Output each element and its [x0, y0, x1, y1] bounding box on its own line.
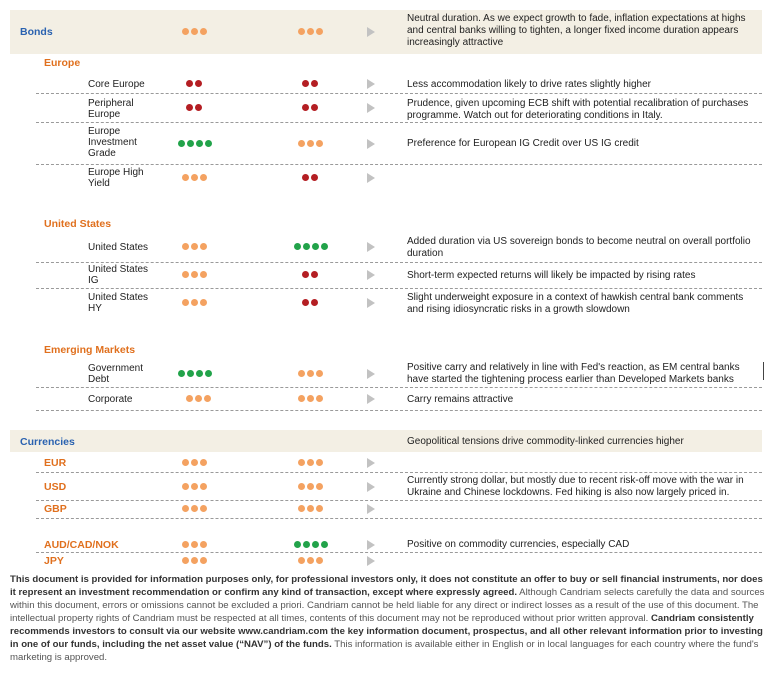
rating-dot [195, 395, 202, 402]
rating-dot [182, 271, 189, 278]
rating-dots [186, 395, 211, 402]
triangle-right-icon [367, 394, 375, 404]
rating-dots [182, 174, 207, 181]
row-separator [36, 552, 762, 553]
rating-dot [186, 80, 193, 87]
triangle-right-icon [367, 173, 375, 183]
rating-dots [294, 243, 328, 250]
rating-dot [307, 28, 314, 35]
rating-dots [178, 370, 212, 377]
row-comment: Prudence, given upcoming ECB shift with potential recalibration of purchases programme. Watch out for deteriorating conditions in Italy. [407, 98, 749, 121]
row-separator [36, 472, 762, 473]
europe-title: Europe [44, 57, 81, 69]
us-title: United States [44, 218, 112, 230]
rating-dot [302, 104, 309, 111]
rating-dot [186, 395, 193, 402]
row-separator [36, 387, 762, 388]
rating-dot [311, 174, 318, 181]
rating-dot [200, 243, 207, 250]
disclaimer-text-2: This information is available either in English or in local languages for each country where the fund's marketing is approved. [10, 639, 759, 663]
rating-dot [321, 243, 328, 250]
rating-dots [302, 271, 318, 278]
rating-dot [316, 28, 323, 35]
rating-dot [302, 174, 309, 181]
rating-dots [182, 557, 207, 564]
rating-dot [204, 395, 211, 402]
rating-dot [182, 174, 189, 181]
rating-dot [307, 505, 314, 512]
rating-dot [298, 370, 305, 377]
rating-dot [182, 505, 189, 512]
disclaimer-bold-1: This document is provided for information purposes only, for professional investors only, it does not constitute an offer to buy or sell financial instruments, nor does it represent an investment recommendation or confirm any kind of transaction, except where expressly agreed. [10, 574, 763, 598]
rating-dots [182, 483, 207, 490]
currencies-comment: Geopolitical tensions drive commodity-linked currencies higher [407, 436, 684, 447]
rating-dot [298, 483, 305, 490]
rating-dot [316, 505, 323, 512]
currency-label: JPY [44, 555, 64, 567]
rating-dot [191, 541, 198, 548]
rating-dot [182, 459, 189, 466]
rating-dot [294, 541, 301, 548]
rating-dot [311, 80, 318, 87]
vertical-line [763, 362, 764, 380]
rating-dot [191, 483, 198, 490]
rating-dots [298, 459, 323, 466]
rating-dot [195, 80, 202, 87]
rating-dot [303, 243, 310, 250]
rating-dot [321, 541, 328, 548]
rating-dot [312, 243, 319, 250]
rating-dot [307, 557, 314, 564]
rating-dot [195, 104, 202, 111]
rating-dot [302, 80, 309, 87]
rating-dot [191, 271, 198, 278]
row-label: Core Europe [88, 79, 145, 90]
row-separator [36, 122, 762, 123]
rating-dots [182, 243, 207, 250]
rating-dots [302, 80, 318, 87]
rating-dot [200, 28, 207, 35]
rating-dot [311, 104, 318, 111]
rating-dot [191, 557, 198, 564]
triangle-right-icon [367, 79, 375, 89]
rating-dot [186, 104, 193, 111]
row-comment: Added duration via US sovereign bonds to become neutral on overall portfolio duration [407, 236, 751, 259]
rating-dots [298, 370, 323, 377]
rating-dot [191, 28, 198, 35]
rating-dots [178, 140, 212, 147]
rating-dots [182, 271, 207, 278]
rating-dots [186, 80, 202, 87]
rating-dots [298, 28, 323, 35]
rating-dot [311, 299, 318, 306]
rating-dots [182, 299, 207, 306]
rating-dot [182, 299, 189, 306]
row-comment: Short-term expected returns will likely be impacted by rising rates [407, 270, 696, 281]
rating-dot [200, 541, 207, 548]
rating-dots [294, 541, 328, 548]
row-separator [36, 164, 762, 165]
rating-dots [186, 104, 202, 111]
rating-dot [205, 370, 212, 377]
rating-dots [302, 174, 318, 181]
row-separator [36, 93, 762, 94]
row-separator [36, 262, 762, 263]
rating-dots [182, 505, 207, 512]
rating-dots [182, 459, 207, 466]
row-separator [36, 288, 762, 289]
rating-dot [298, 505, 305, 512]
rating-dot [316, 370, 323, 377]
row-comment: Less accommodation likely to drive rates slightly higher [407, 79, 651, 90]
row-separator [36, 410, 762, 411]
rating-dot [205, 140, 212, 147]
currency-label: AUD/CAD/NOK [44, 539, 119, 551]
rating-dot [200, 483, 207, 490]
currency-label: GBP [44, 503, 67, 515]
rating-dot [298, 557, 305, 564]
row-label: United States HY [88, 292, 149, 314]
row-label: Corporate [88, 394, 133, 405]
row-comment: Preference for European IG Credit over US IG credit [407, 138, 639, 149]
row-separator [36, 518, 762, 519]
rating-dot [298, 140, 305, 147]
rating-dots [298, 483, 323, 490]
rating-dots [302, 299, 318, 306]
row-comment: Positive carry and relatively in line with Fed's reaction, as EM central banks have started the tightening process earlier than Developed Markets banks [407, 362, 740, 385]
row-comment: Carry remains attractive [407, 394, 514, 405]
rating-dot [303, 541, 310, 548]
triangle-right-icon [367, 298, 375, 308]
rating-dot [316, 140, 323, 147]
rating-dot [316, 557, 323, 564]
bonds-title: Bonds [20, 26, 53, 38]
rating-dot [298, 459, 305, 466]
rating-dot [196, 140, 203, 147]
row-separator [36, 500, 762, 501]
rating-dot [302, 271, 309, 278]
em-title: Emerging Markets [44, 344, 136, 356]
rating-dot [312, 541, 319, 548]
rating-dot [316, 459, 323, 466]
row-label: United States [88, 242, 149, 253]
rating-dot [182, 541, 189, 548]
rating-dots [298, 140, 323, 147]
triangle-right-icon [367, 556, 375, 566]
triangle-right-icon [367, 27, 375, 37]
triangle-right-icon [367, 540, 375, 550]
rating-dot [191, 243, 198, 250]
rating-dot [307, 395, 314, 402]
rating-dot [316, 483, 323, 490]
rating-dot [294, 243, 301, 250]
rating-dot [302, 299, 309, 306]
rating-dots [302, 104, 318, 111]
row-comment: Currently strong dollar, but mostly due to recent risk-off move with the war in Ukraine and Chinese lockdowns. Fed hiking is also now largely priced in. [407, 475, 744, 498]
rating-dot [178, 370, 185, 377]
rating-dot [311, 271, 318, 278]
triangle-right-icon [367, 369, 375, 379]
triangle-right-icon [367, 458, 375, 468]
triangle-right-icon [367, 242, 375, 252]
triangle-right-icon [367, 482, 375, 492]
rating-dot [307, 459, 314, 466]
rating-dot [200, 299, 207, 306]
rating-dot [200, 459, 207, 466]
rating-dot [200, 505, 207, 512]
disclaimer-bold-2: Candriam consistently recommends investors to consult via our website www.candriam.com the key information document, prospectus, and all other relevant information prior to investing in one of our funds, including the net asset value (“NAV”) of the funds. [10, 613, 763, 650]
rating-dots [298, 505, 323, 512]
rating-dot [191, 459, 198, 466]
rating-dot [182, 28, 189, 35]
rating-dot [196, 370, 203, 377]
rating-dot [200, 271, 207, 278]
rating-dot [298, 395, 305, 402]
rating-dot [200, 557, 207, 564]
currencies-title: Currencies [20, 436, 75, 448]
rating-dot [182, 483, 189, 490]
disclaimer-text-1: Although Candriam selects carefully the data and sources within this document, errors or omissions cannot be excluded a priori. Candriam cannot be held liable for any direct or indirect losses as a result of the use of this document. The intellectual property rights of Candriam must be respected at all times, contents of this document may not be reproduced without prior written approval. [10, 587, 765, 624]
row-label: Europe High Yield [88, 167, 144, 189]
triangle-right-icon [367, 103, 375, 113]
row-comment: Slight underweight exposure in a context of hawkish central bank comments and rising idiosyncratic risks in a growth slowdown [407, 292, 744, 315]
rating-dot [187, 370, 194, 377]
row-label: Peripheral Europe [88, 98, 134, 120]
rating-dot [307, 370, 314, 377]
bonds-comment: Neutral duration. As we expect growth to fade, inflation expectations at highs and central banks willing to tighten, a longer fixed income duration appears increasingly attractive [407, 13, 746, 48]
row-label: United States IG [88, 264, 149, 286]
rating-dots [298, 395, 323, 402]
rating-dot [182, 557, 189, 564]
rating-dot [298, 28, 305, 35]
rating-dot [316, 395, 323, 402]
rating-dot [182, 243, 189, 250]
rating-dot [191, 174, 198, 181]
row-label: Government Debt [88, 363, 144, 385]
row-comment: Positive on commodity currencies, especially CAD [407, 539, 630, 550]
rating-dot [187, 140, 194, 147]
disclaimer [10, 573, 767, 664]
rating-dot [191, 505, 198, 512]
rating-dot [178, 140, 185, 147]
triangle-right-icon [367, 139, 375, 149]
triangle-right-icon [367, 504, 375, 514]
currency-label: USD [44, 481, 67, 493]
rating-dot [307, 483, 314, 490]
row-label: Europe Investment Grade [88, 126, 137, 159]
currency-label: EUR [44, 457, 67, 469]
rating-dots [298, 557, 323, 564]
rating-dots [182, 541, 207, 548]
rating-dot [191, 299, 198, 306]
rating-dot [200, 174, 207, 181]
rating-dots [182, 28, 207, 35]
triangle-right-icon [367, 270, 375, 280]
rating-dot [307, 140, 314, 147]
